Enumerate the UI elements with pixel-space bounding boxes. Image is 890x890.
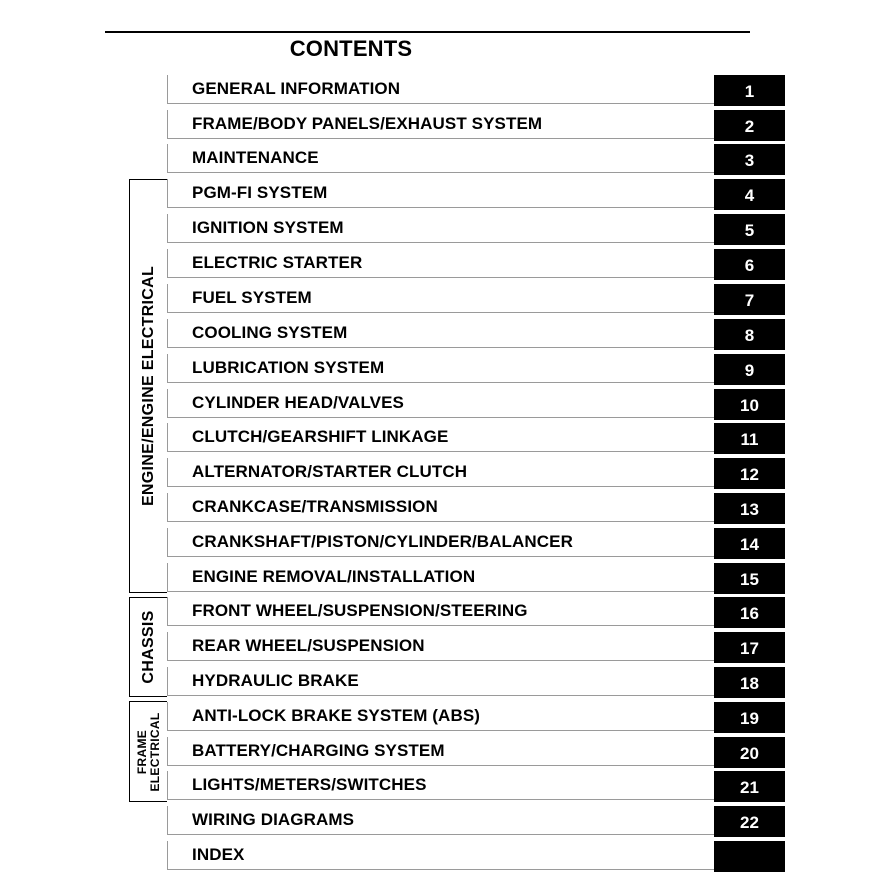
section-row[interactable] <box>167 493 785 524</box>
section-number-tab[interactable] <box>714 841 785 872</box>
section-label[interactable]: ENGINE REMOVAL/INSTALLATION <box>192 567 476 586</box>
section-row[interactable] <box>167 806 785 837</box>
section-row[interactable] <box>167 249 785 280</box>
group-label-electrical: ELECTRICAL <box>147 712 162 791</box>
section-label[interactable]: CYLINDER HEAD/VALVES <box>192 393 405 412</box>
section-number-tab[interactable]: 3 <box>714 144 785 175</box>
section-label[interactable]: ALTERNATOR/STARTER CLUTCH <box>192 462 468 481</box>
section-row[interactable] <box>167 319 785 350</box>
section-number-tab[interactable]: 19 <box>714 702 785 733</box>
section-number-tab[interactable]: 2 <box>714 110 785 141</box>
section-row[interactable] <box>167 179 785 210</box>
section-row[interactable] <box>167 458 785 489</box>
section-number-tab[interactable]: 4 <box>714 179 785 210</box>
section-number-tab[interactable]: 8 <box>714 319 785 350</box>
section-number-tab[interactable]: 10 <box>714 389 785 420</box>
section-number-tab[interactable]: 20 <box>714 737 785 768</box>
section-label[interactable]: GENERAL INFORMATION <box>192 79 401 98</box>
section-number-tab[interactable]: 14 <box>714 528 785 559</box>
section-label[interactable]: CLUTCH/GEARSHIFT LINKAGE <box>192 427 449 446</box>
section-label[interactable]: IGNITION SYSTEM <box>192 218 344 237</box>
section-label[interactable]: LUBRICATION SYSTEM <box>192 358 385 377</box>
group-engine-electrical <box>129 179 167 593</box>
section-row[interactable] <box>167 75 785 106</box>
section-label[interactable]: CRANKSHAFT/PISTON/CYLINDER/BALANCER <box>192 532 573 551</box>
section-number-tab[interactable]: 21 <box>714 771 785 802</box>
section-label[interactable]: WIRING DIAGRAMS <box>192 810 355 829</box>
group-label-frame-electrical <box>136 712 162 791</box>
section-number-tab[interactable]: 13 <box>714 493 785 524</box>
page-title: CONTENTS <box>289 36 413 61</box>
section-label[interactable]: FUEL SYSTEM <box>192 288 312 307</box>
section-number-tab[interactable]: 15 <box>714 563 785 594</box>
section-number-tab[interactable]: 22 <box>714 806 785 837</box>
section-label[interactable]: FRAME/BODY PANELS/EXHAUST SYSTEM <box>192 114 543 133</box>
section-row[interactable] <box>167 110 785 141</box>
group-label-chassis: CHASSIS <box>139 610 157 684</box>
group-label-engine-electrical: ENGINE/ENGINE ELECTRICAL <box>139 265 157 507</box>
section-label[interactable]: HYDRAULIC BRAKE <box>192 671 359 690</box>
section-number-tab[interactable]: 1 <box>714 75 785 106</box>
section-cell <box>167 841 714 870</box>
section-number-tab[interactable]: 7 <box>714 284 785 315</box>
section-label[interactable]: ANTI-LOCK BRAKE SYSTEM (ABS) <box>192 706 481 725</box>
top-rule <box>105 31 750 33</box>
section-row[interactable] <box>167 144 785 175</box>
section-label[interactable]: BATTERY/CHARGING SYSTEM <box>192 741 445 760</box>
section-number-tab[interactable]: 9 <box>714 354 785 385</box>
section-row[interactable] <box>167 702 785 733</box>
section-number-tab[interactable]: 18 <box>714 667 785 698</box>
section-label[interactable]: COOLING SYSTEM <box>192 323 348 342</box>
section-number-tab[interactable]: 17 <box>714 632 785 663</box>
section-number-tab[interactable]: 6 <box>714 249 785 280</box>
section-number-tab[interactable]: 12 <box>714 458 785 489</box>
section-row[interactable] <box>167 667 785 698</box>
section-row[interactable] <box>167 528 785 559</box>
section-label[interactable]: FRONT WHEEL/SUSPENSION/STEERING <box>192 601 528 620</box>
section-label[interactable]: CRANKCASE/TRANSMISSION <box>192 497 438 516</box>
section-row[interactable] <box>167 771 785 802</box>
section-label[interactable]: INDEX <box>192 845 245 864</box>
section-number-tab[interactable]: 16 <box>714 597 785 628</box>
section-label[interactable]: PGM-FI SYSTEM <box>192 183 328 202</box>
section-row[interactable] <box>167 423 785 454</box>
section-label[interactable]: MAINTENANCE <box>192 148 319 167</box>
section-label[interactable]: LIGHTS/METERS/SWITCHES <box>192 775 427 794</box>
group-frame-electrical <box>129 701 167 802</box>
section-row[interactable] <box>167 214 785 245</box>
section-row[interactable] <box>167 597 785 628</box>
section-row[interactable] <box>167 563 785 594</box>
section-number-tab[interactable]: 11 <box>714 423 785 454</box>
group-chassis <box>129 597 167 697</box>
section-row[interactable] <box>167 389 785 420</box>
section-label[interactable]: ELECTRIC STARTER <box>192 253 363 272</box>
section-number-tab[interactable]: 5 <box>714 214 785 245</box>
section-row[interactable] <box>167 632 785 663</box>
group-label-frame: FRAME <box>134 729 149 774</box>
section-row[interactable] <box>167 737 785 768</box>
section-row[interactable] <box>167 284 785 315</box>
section-row[interactable] <box>167 354 785 385</box>
section-label[interactable]: REAR WHEEL/SUSPENSION <box>192 636 425 655</box>
section-row[interactable] <box>167 841 785 872</box>
